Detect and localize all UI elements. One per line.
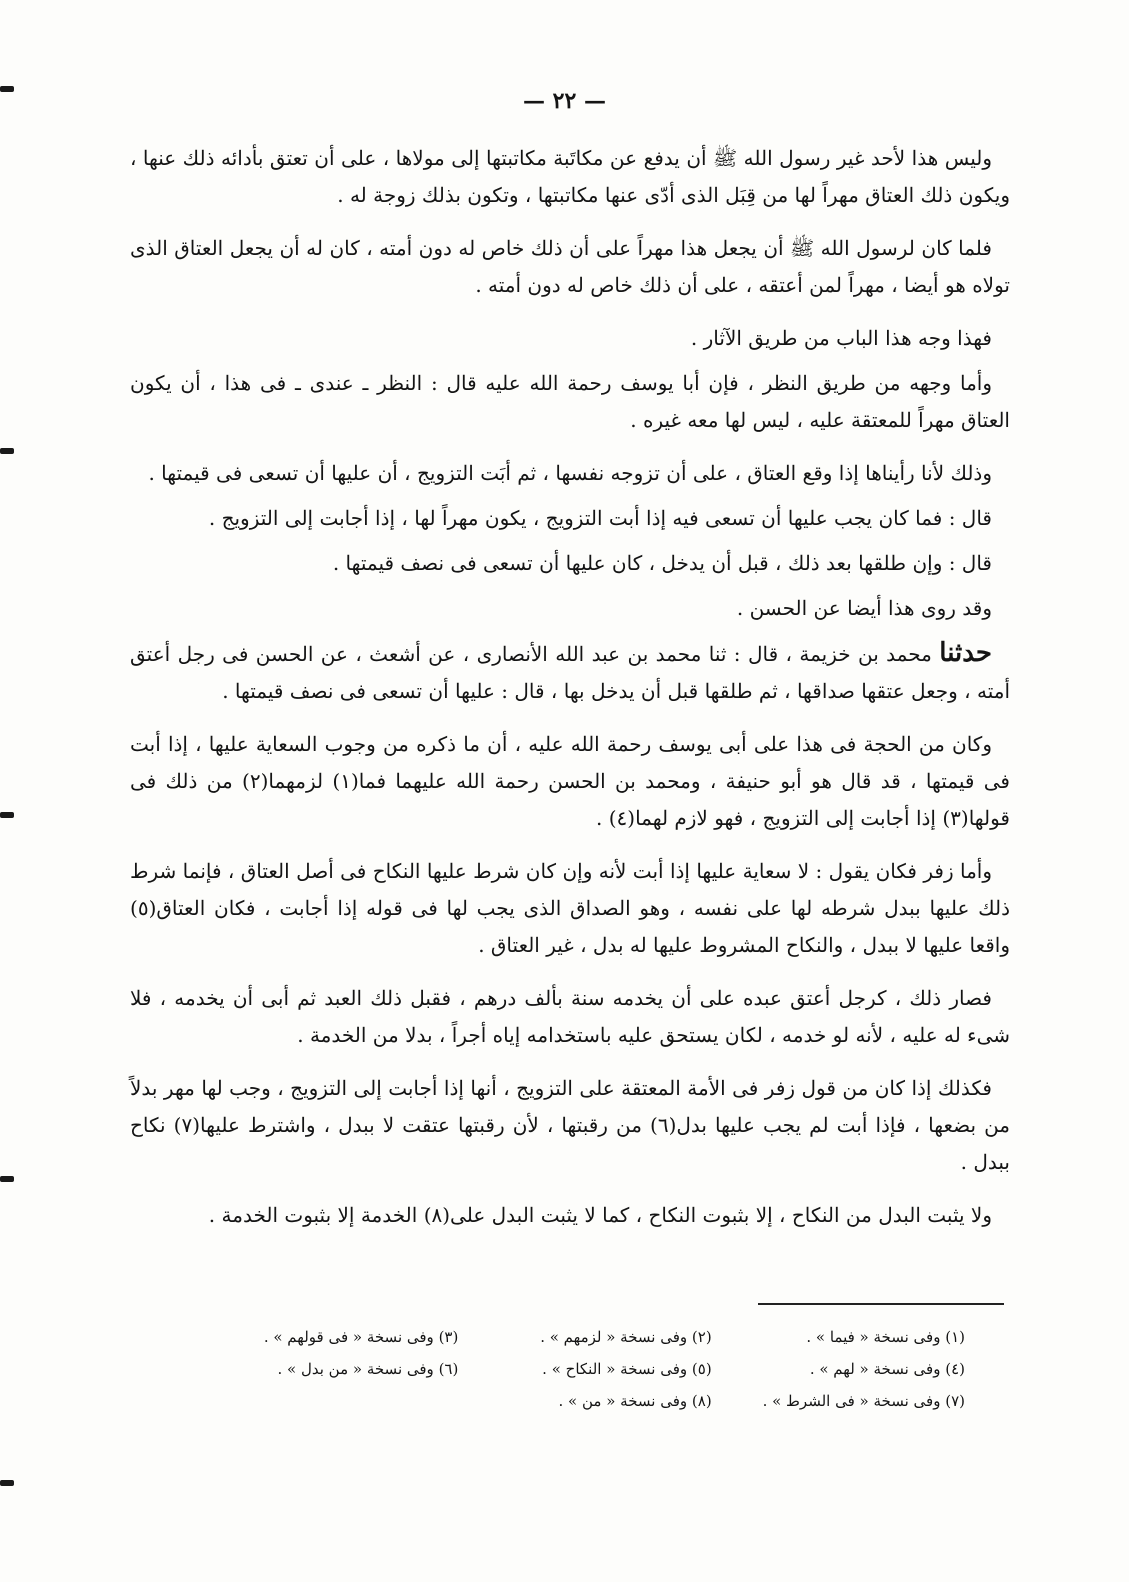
paragraph-12: فكذلك إذا كان من قول زفر فى الأمة المعتقة على التزويج ، أنها إذا أجابت إلى التزويج ، وجب لها مهر بدلاً من بضعها ، فإذا أبت لم يجب عليها بدل(٦) من رقبتها ، لأن رقبتها عتقت لا ببدل ، واشترط عليها(٧) نكاح ببدل .: [130, 1076, 1011, 1174]
footnote-1: (١) وفى نسخة « فيما » .: [806, 1328, 965, 1346]
paragraph-7: قال : وإن طلقها بعد ذلك ، قبل أن يدخل ، كان عليها أن تسعى فى نصف قيمتها .: [332, 551, 992, 575]
paragraph-13: ولا يثبت البدل من النكاح ، إلا بثبوت النكاح ، كما لا يثبت البدل على(٨) الخدمة إلا بثبوت الخدمة .: [208, 1203, 992, 1227]
footnote-6: (٦) وفى نسخة « من بدل » .: [277, 1360, 459, 1378]
paragraph-10: وأما زفر فكان يقول : لا سعاية عليها إذا أبت لأنه وإن كان شرط عليها النكاح فى أصل العتاق ، فإنما شرط ذلك عليها ببدل شرطه لها على نفسه ، وهو الصداق الذى يجب لها فى قوله إذا أجابت ، فكان العتاق(٥) واقعا عليها لا ببدل ، والنكاح المشروط عليها له بدل ، غير العتاق .: [130, 859, 1010, 957]
scan-edge-mark: [0, 812, 14, 818]
footnote-5: (٥) وفى نسخة « النكاح » .: [542, 1360, 712, 1378]
hadith-text: محمد بن خزيمة ، قال : ثنا محمد بن عبد الله الأنصارى ، عن أشعث ، عن الحسن فى رجل أعتق أمته ، وجعل عتقها صداقها ، ثم طلقها قبل أن يدخل بها ، قال : عليها أن تسعى فى نصف قيمتها .: [130, 642, 1010, 703]
hadith-paragraph: [130, 635, 1010, 710]
footnote-8: (٨) وفى نسخة « من » .: [558, 1392, 712, 1410]
scan-edge-mark: [0, 1480, 14, 1486]
paragraph-8: وقد روى هذا أيضا عن الحسن .: [736, 596, 992, 620]
paragraph-3: فهذا وجه هذا الباب من طريق الآثار .: [690, 326, 992, 350]
paragraph-2: فلما كان لرسول الله ﷺ أن يجعل هذا مهراً على أن ذلك خاص له دون أمته ، كان له أن يجعل العتاق الذى تولاه هو أيضا ، مهراً لمن أعتقه ، على أن ذلك خاص له دون أمته .: [130, 236, 1010, 297]
scan-edge-mark: [0, 86, 14, 92]
footnote-3: (٣) وفى نسخة « فى قولهم » .: [263, 1328, 459, 1346]
footnote-7: (٧) وفى نسخة « فى الشرط » .: [762, 1392, 965, 1410]
main-text: [130, 140, 1010, 1250]
page-number: — ٢٢ —: [523, 88, 606, 114]
paragraph-11: فصار ذلك ، كرجل أعتق عبده على أن يخدمه سنة بألف درهم ، فقبل ذلك العبد ثم أبى أن يخدمه ، فلا شىء له عليه ، لأنه لو خدمه ، لكان يستحق عليه باستخدامه إياه أجراً ، بدلا من الخدمة .: [130, 986, 1010, 1047]
footnote-2: (٢) وفى نسخة « لزمهم » .: [540, 1328, 712, 1346]
paragraph-5: وذلك لأنا رأيناها إذا وقع العتاق ، على أن تزوجه نفسها ، ثم أبَت التزويج ، أن عليها أن تسعى فى قيمتها .: [148, 461, 992, 485]
scan-edge-mark: [0, 448, 14, 454]
hadith-lead: حدثنا: [939, 638, 992, 668]
paragraph-9: وكان من الحجة فى هذا على أبى يوسف رحمة الله عليه ، أن ما ذكره من وجوب السعاية عليها ، إذا أبت فى قيمتها ، قد قال هو أبو حنيفة ، ومحمد بن الحسن رحمة الله عليهما فما(١) لزمهما(٢) من ذلك فى قولها(٣) إذا أجابت إلى التزويج ، فهو لازم لهما(٤) .: [130, 732, 1010, 830]
footnote-divider: [758, 1303, 1004, 1305]
footnotes: [225, 1328, 965, 1410]
paragraph-1: وليس هذا لأحد غير رسول الله ﷺ أن يدفع عن مكاتَبة مكاتبتها إلى مولاها ، على أن تعتق بأدائه ذلك عنها ، ويكون ذلك العتاق مهراً لها من قِبَل الذى أدّى عنها مكاتبتها ، وتكون بذلك زوجة له .: [130, 146, 1010, 207]
footnote-4: (٤) وفى نسخة « لهم » .: [809, 1360, 965, 1378]
paragraph-6: قال : فما كان يجب عليها أن تسعى فيه إذا أبت التزويج ، يكون مهراً لها ، إذا أجابت إلى التزويج .: [208, 506, 992, 530]
paragraph-4: وأما وجهه من طريق النظر ، فإن أبا يوسف رحمة الله عليه قال : النظر ـ عندى ـ فى هذا ، أن يكون العتاق مهراً للمعتقة عليه ، ليس لها معه غيره .: [130, 371, 1010, 432]
scan-edge-mark: [0, 1176, 14, 1182]
